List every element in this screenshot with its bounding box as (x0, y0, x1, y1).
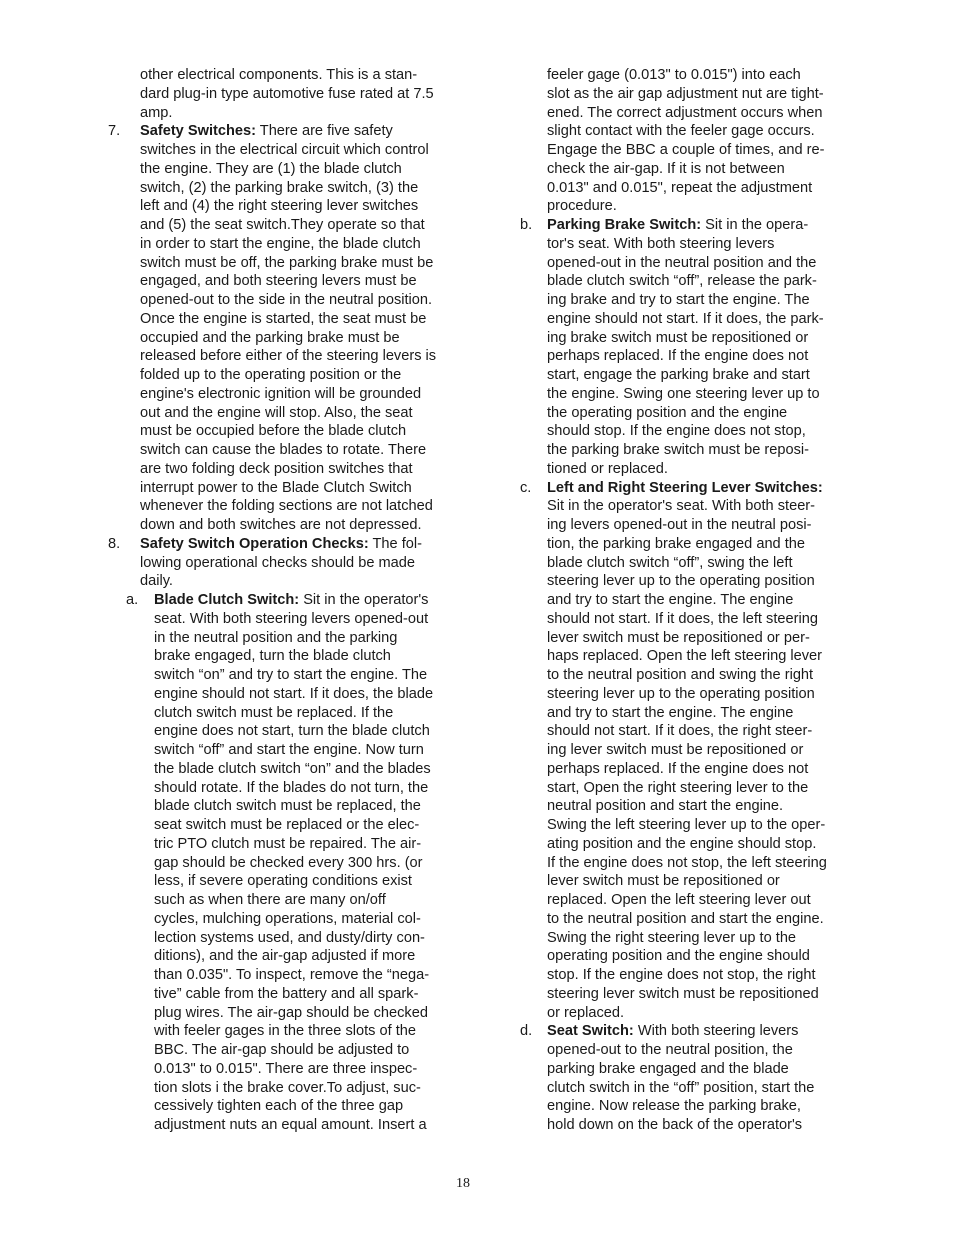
item-text: Sit in the opera- (701, 217, 809, 233)
text-line: switch “off” and start the engine. Now turn (154, 742, 424, 758)
text-line: start, Open the right steering lever to the (547, 779, 809, 796)
text-line: the engine. They are (1) the blade clutch (140, 160, 402, 177)
text-line: check the air-gap. If it is not between (547, 160, 785, 177)
text-line: in the neutral position and the parking (154, 629, 398, 646)
text-line: perhaps replaced. If the engine does not (547, 760, 809, 777)
text-line: switch must be off, the parking brake must be (140, 254, 434, 271)
text-line: left and (4) the right steering lever switches (140, 198, 419, 215)
text-line: gap should be checked every 300 hrs. (or (154, 854, 423, 871)
item-first-line (515, 479, 850, 498)
text-line: ing brake and try to start the engine. The (547, 292, 810, 308)
list-marker: 7. (108, 123, 121, 140)
item-seat-switch (515, 1022, 850, 1135)
text-line: down and both switches are not depressed. (140, 517, 422, 533)
text-line: brake engaged, turn the blade clutch (154, 648, 391, 665)
text-line: daily. (140, 573, 173, 590)
text-line: operating position and the engine should (547, 948, 810, 965)
text-line: ating position and the engine should stop. (547, 835, 817, 852)
text-line: other electrical components. This is a stan- (140, 67, 418, 83)
text-line: cycles, mulching operations, material col- (154, 910, 421, 927)
text-line: ing brake switch must be repositioned or (547, 329, 809, 346)
continuation-paragraph (515, 66, 850, 216)
text-line: Swing the left steering lever up to the oper- (547, 817, 826, 833)
text-line: released before either of the steering levers is (140, 348, 437, 365)
item-text: With both steering levers (633, 1023, 799, 1040)
text-line: out and the engine will stop. Also, the seat (140, 404, 413, 421)
text-line: with feeler gages in the three slots of the (154, 1023, 417, 1040)
item-safety-switch-operation-checks (108, 535, 453, 591)
text-line: and (5) the seat switch.They operate so that (140, 217, 425, 233)
text-line: switch can cause the blades to rotate. There (140, 442, 427, 458)
text-line: ing levers opened-out in the neutral posi- (547, 517, 812, 533)
text-line: replaced. Open the left steering lever out (547, 892, 811, 908)
text-line: opened-out in the neutral position and the (547, 254, 817, 271)
text-line: start, engage the parking brake and start (547, 367, 810, 383)
item-first-line (108, 535, 453, 554)
text-line: opened-out to the side in the neutral position. (140, 292, 433, 308)
text-line: 0.013" and 0.015", repeat the adjustment (547, 179, 813, 196)
text-line: clutch switch must be replaced. If the (154, 704, 394, 721)
text-line: should not start. If it does, the left steering (547, 610, 818, 627)
text-line: than 0.035". To inspect, remove the “nega- (154, 967, 430, 983)
text-line: ing lever switch must be repositioned or (547, 742, 804, 758)
text-line: slot as the air gap adjustment nut are tight- (547, 85, 824, 102)
text-line: switch, (2) the parking brake switch, (3) the (140, 179, 419, 196)
text-line: engaged, and both steering levers must be (140, 273, 417, 290)
text-line: slight contact with the feeler gage occurs. (547, 123, 815, 140)
text-line: engine does not start, turn the blade clutch (154, 723, 430, 740)
text-line: should stop. If the engine does not stop, (547, 423, 806, 440)
text-line: seat. With both steering levers opened-out (154, 610, 429, 627)
item-heading: Seat Switch: (547, 1023, 634, 1040)
item-text: The fol- (368, 535, 422, 552)
text-line: engine should not start. If it does, the blade (154, 685, 434, 702)
text-line: amp. (140, 104, 173, 121)
item-text: There are five safety (255, 123, 393, 140)
list-marker: b. (520, 217, 533, 233)
left-column (108, 66, 453, 1135)
item-parking-brake-switch (515, 216, 850, 479)
text-line: tion slots i the brake cover.To adjust, suc- (154, 1079, 421, 1096)
item-heading: Safety Switches: (140, 123, 256, 140)
text-line: the blade clutch switch “on” and the blades (154, 760, 431, 777)
text-line: such as when there are many on/off (154, 892, 386, 908)
text-line: occupied and the parking brake must be (140, 329, 400, 346)
text-line: Sit in the operator's seat. With both steer- (547, 498, 816, 515)
text-line: engine's electronic ignition will be grounded (140, 385, 422, 402)
list-marker: c. (520, 479, 532, 496)
text-line: haps replaced. Open the left steering lever (547, 648, 823, 665)
text-line: opened-out to the neutral position, the (547, 1042, 793, 1058)
text-line: plug wires. The air-gap should be checked (154, 1004, 428, 1021)
text-line: switches in the electrical circuit which control (140, 142, 429, 158)
text-line: adjustment nuts an equal amount. Insert a (154, 1117, 427, 1133)
text-line: folded up to the operating position or the (140, 367, 402, 383)
page-number: 18 (456, 1176, 470, 1191)
text-line: should rotate. If the blades do not turn, the (154, 779, 429, 796)
text-line: engine. Now release the parking brake, (547, 1098, 801, 1115)
text-line: switch “on” and try to start the engine. The (154, 667, 428, 683)
text-line: tive” cable from the battery and all spark- (154, 985, 419, 1002)
text-line: perhaps replaced. If the engine does not (547, 348, 809, 365)
text-line: must be occupied before the blade clutch (140, 423, 407, 440)
text-line: blade clutch switch “off”, swing the left (547, 554, 793, 571)
text-line: the engine. Swing one steering lever up to (547, 385, 820, 402)
text-line: tor's seat. With both steering levers (547, 235, 775, 252)
text-line: the parking brake switch must be reposi- (547, 442, 809, 458)
item-first-line (515, 1022, 850, 1041)
text-line: lever switch must be repositioned or (547, 873, 780, 890)
text-line: lever switch must be repositioned or per- (547, 629, 810, 646)
text-line: feeler gage (0.013" to 0.015") into each (547, 67, 801, 83)
text-line: are two folding deck position switches that (140, 460, 413, 477)
text-line: less, if severe operating conditions exist (154, 873, 412, 890)
text-line: stop. If the engine does not stop, the right (547, 967, 816, 983)
item-heading: Parking Brake Switch: (547, 217, 702, 233)
text-line: blade clutch switch “off”, release the park- (547, 273, 817, 290)
text-line: engine should not start. If it does, the park- (547, 310, 824, 327)
right-column (515, 66, 850, 1135)
list-marker: d. (520, 1023, 533, 1040)
text-line: tric PTO clutch must be repaired. The air- (154, 835, 422, 852)
text-line: to the neutral position and swing the right (547, 667, 814, 683)
text-line: and try to start the engine. The engine (547, 704, 794, 721)
item-first-line (515, 216, 850, 235)
text-line: lection systems used, and dusty/dirty con- (154, 929, 425, 946)
item-blade-clutch-switch (108, 591, 453, 1135)
text-line: steering lever switch must be repositioned (547, 985, 819, 1002)
text-line: dard plug-in type automotive fuse rated at 7.5 (140, 85, 434, 102)
text-line: hold down on the back of the operator's (547, 1117, 803, 1133)
text-line: and try to start the engine. The engine (547, 592, 794, 608)
text-line: If the engine does not stop, the left steering (547, 854, 827, 871)
text-line: 0.013" to 0.015". There are three inspec- (154, 1060, 418, 1077)
text-line: cessively tighten each of the three gap (154, 1098, 404, 1115)
text-line: ened. The correct adjustment occurs when (547, 104, 823, 121)
text-line: seat switch must be replaced or the elec- (154, 817, 420, 833)
text-line: lowing operational checks should be made (140, 554, 416, 571)
text-line: Engage the BBC a couple of times, and re- (547, 142, 825, 158)
text-line: parking brake engaged and the blade (547, 1060, 789, 1077)
text-line: clutch switch in the “off” position, start the (547, 1079, 815, 1096)
item-heading: Left and Right Steering Lever Switches: (547, 479, 823, 496)
list-marker: a. (126, 592, 139, 608)
text-line: tion, the parking brake engaged and the (547, 535, 806, 552)
text-line: steering lever up to the operating position (547, 685, 815, 702)
text-line: Swing the right steering lever up to the (547, 929, 797, 946)
item-steering-lever-switches (515, 479, 850, 1023)
item-heading: Blade Clutch Switch: (154, 592, 300, 608)
list-marker: 8. (108, 535, 121, 552)
item-first-line (108, 122, 453, 141)
text-line: blade clutch switch must be replaced, the (154, 798, 421, 815)
text-line: the operating position and the engine (547, 404, 788, 421)
text-line: in order to start the engine, the blade clutch (140, 235, 421, 252)
intro-paragraph (108, 66, 453, 122)
text-line: whenever the folding sections are not latched (140, 498, 433, 515)
text-line: should not start. If it does, the right steer- (547, 723, 813, 740)
text-line: procedure. (547, 198, 617, 215)
text-line: or replaced. (547, 1004, 625, 1021)
item-text: Sit in the operator's (299, 592, 429, 608)
text-line: Once the engine is started, the seat must be (140, 310, 427, 327)
text-line: to the neutral position and start the engine. (547, 910, 824, 927)
text-line: neutral position and start the engine. (547, 798, 784, 815)
text-line: BBC. The air-gap should be adjusted to (154, 1042, 410, 1058)
item-heading: Safety Switch Operation Checks: (140, 535, 369, 552)
text-line: steering lever up to the operating position (547, 573, 815, 590)
item-safety-switches (108, 122, 453, 535)
text-line: interrupt power to the Blade Clutch Switch (140, 479, 412, 496)
text-line: tioned or replaced. (547, 460, 668, 477)
item-first-line (108, 591, 453, 610)
text-line: ditions), and the air-gap adjusted if more (154, 948, 416, 965)
